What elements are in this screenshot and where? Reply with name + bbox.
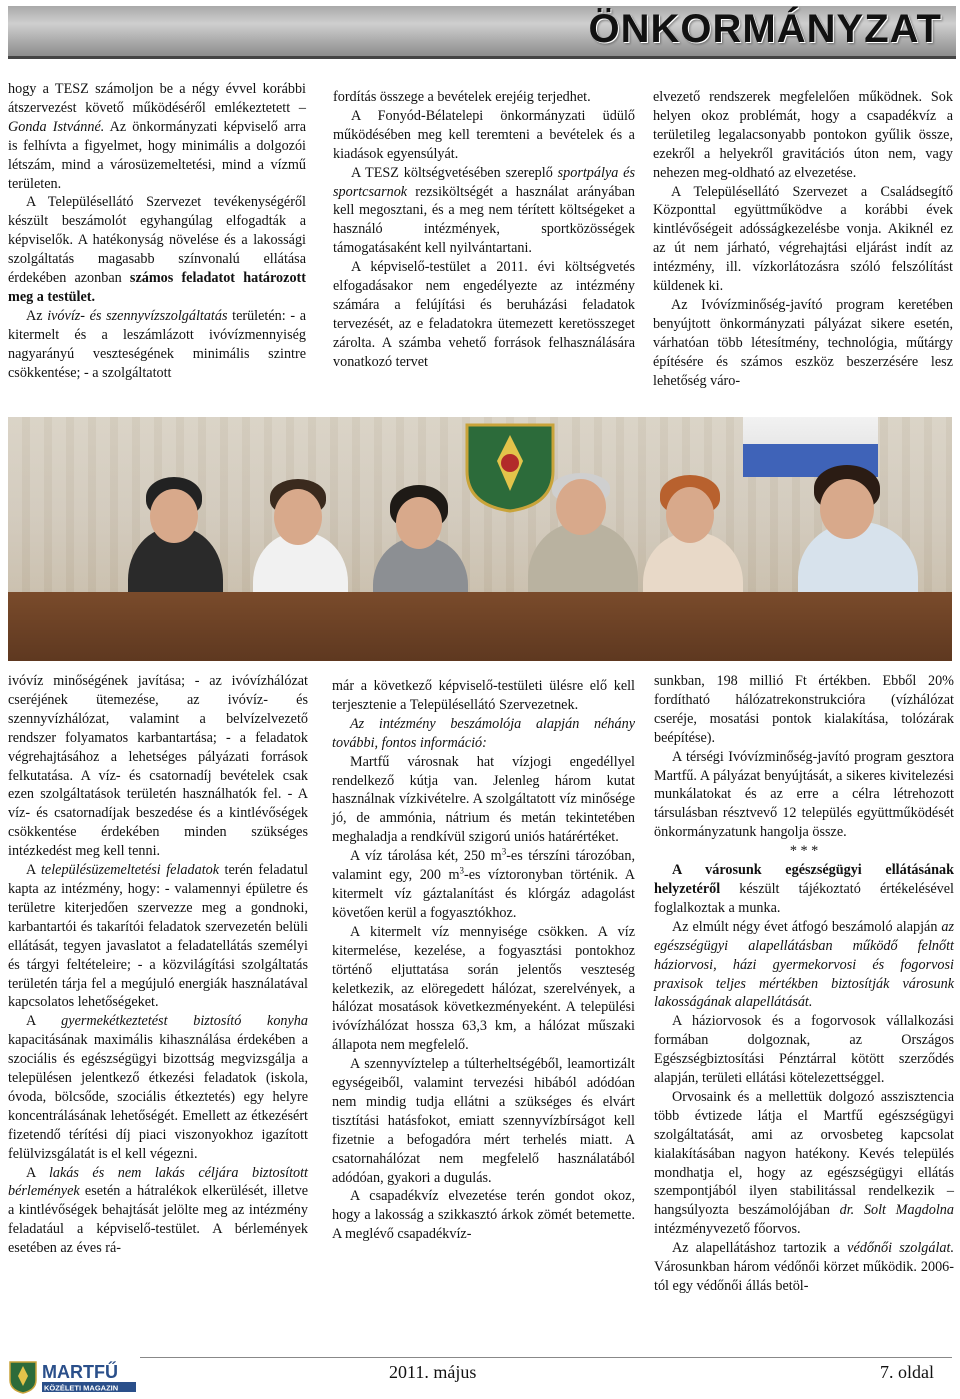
bottom-column-1 [8,672,308,1258]
paragraph: A lakás és nem lakás céljára biztosított bérlemények esetén a hátralékok elkerülését, illetve a kintlévőségek behajtását jelölte meg az intézmény feladatául a képviselő-testület. A bérlemények esetében az éves rá- [8,1164,308,1257]
paragraph: A csapadékvíz elvezetése terén gondot okoz, hogy a lakosság a szikkasztó árkok zömét betemette. A meglévő csapadékvíz- [332,1188,635,1243]
paragraph: ivóvíz minőségének javítása; - az ivóvízhálózat cseréjének ütemezése, az ivóvíz- és szennyvízhálózat, valamint a belvízelvezető rendszer folyamatos karbantartása; - a feladatok végrehajtásához a lehetséges pályázati források felkutatása. A víz- és csatornadíj bevételek csak ezen szolgáltatások területén használhatók fel. - A víz- és csatornadíjak beszedése és a kintlévőségek csökkentése érdekében minden szükséges intézkedést meg kell tenni. [8,673,308,860]
paragraph: A TESZ költségvetésében szereplő sportpálya és sportcsarnok rezsiköltségét a használat arányában kell megosztani, és a meg nem térített költségeket a használó intézmények, sportközösségek támogatásaként kell nyilvántartani. [333,164,635,257]
meeting-photo [8,417,952,661]
top-column-1 [8,80,306,383]
photo-table [8,592,952,661]
photo-person-head [666,487,714,543]
paragraph: A kitermelt víz mennyisége csökken. A víz kitermelése, kezelése, a fogyasztási pontokhoz történő eljuttatása során jelentős veszteség keletkezik, az elöregedett hálózat, szerelvények, a hálózat mosatások következményeként. A települési ivóvízhálózat hossza 63,3 km, a hálózat műszaki állapota nem megfelelő. [332,923,635,1054]
paragraph: A Fonyód-Bélatelepi önkormányzati üdülő működésében meg kell teremteni a bevételek és a kiadások egyensúlyát. [333,107,635,162]
paragraph: Orvosaink és a mellettük dolgozó asszisztencia több évtizede látja el Martfű egészségügyi szolgáltatását, ami az orvosbeteg kapcsolat kialakításában nagyon hatékony. Kevés település mondhatja el, hogy az egészségügyi ellátás szempontjából ilyen stabilitással rendelkezik – hangsúlyozta beszámolójában dr. Solt Magdolna intézményvezető főorvos. [654,1088,954,1238]
paragraph: hogy a TESZ számoljon be a négy évvel korábbi átszervezést követő működéséről emlékeztetett – Gonda Istvánné. Az önkormányzati képviselő arra is felhívta a figyelmet, hogy minimális a dolgozói létszám, mind a városüzemeltetési, mind a vízmű területen. [8,81,306,192]
photo-person-head [820,479,874,539]
photo-person-head [274,489,322,545]
photo-person-head [556,479,606,535]
paragraph: elvezető rendszerek megfelelően működnek. Sok helyen okoz problémát, hogy a csapadékvíz a területileg legalacsonyabb pontokon gyűlik össze, ezekről a helyekről gravitációs úton nem, vagy nehezen meg-oldható az elvezetése. [653,89,953,181]
paragraph: A városunk egészségügyi ellátásának helyzetéről készült tájékoztató értékelésével foglalkoztak a munka. [654,862,954,916]
paragraph: Az alapellátáshoz tartozik a védőnői szolgálat. Városunkban három védőnői körzet működik. 2006-tól egy védőnői állás betöl- [654,1240,954,1294]
paragraph: már a következő képviselő-testületi ülésre elő kell terjesztenie a Településellátó Szervezetnek. [332,678,635,713]
paragraph: Martfű városnak hat vízjogi engedéllyel rendelkező kútja van. Jelenleg három kutat használnak vízkivételre. A szolgáltatott víz minősége jó, de ammónia, nátrium és metán tekintetében meghaladja a rendkívül szigorú uniós határértéket. [332,753,635,846]
photo-person-head [396,497,442,549]
logo-title: MARTFŰ [42,1362,118,1382]
paragraph: A településüzemeltetési feladatok terén feladatul kapta az intézmény, hogy: - valamennyi épületre és területre kiterjedően szervezze meg a gondnoki, karbantartói és takarítói feladatok szervezetén belüli ellátását, tegyen javaslatot a feladatellátás személyi és tárgyi feltételeire; - a közvilágítási szolgáltatás területén tárja fel a megújuló energiák használatával kapcsolatos lehetőségeket. [8,862,309,1011]
paragraph: Az Ivóvízminőség-javító program keretében benyújtott önkormányzati pályázat sikere esetén, várhatóan több létesítmény, technológia, műtárgy építésére és számos eszköz beszerzésére lesz lehetőség váro- [653,296,953,389]
paragraph: Az elmúlt négy évet átfogó beszámoló alapján az egészségügyi alapellátásban működő felnőtt háziorvosi, házi gyermekorvosi és fogorvosi praxisok teljes mértékben biztosítják városunk lakosságának alapellátását. [654,918,954,1011]
section-title: ÖNKORMÁNYZAT [588,7,942,51]
paragraph: Az ivóvíz- és szennyvízszolgáltatás területén: - a kitermelt és a leszámlázott ivóvízmennyiség nagyarányú veszteségének minimális szintre csökkentése; - a szolgáltatott [8,307,306,381]
paragraph: sunkban, 198 millió Ft értékben. Ebből 20% fordítható hálózatrekonstrukcióra (vízhálózat cseréje, mosatási pontok kialakítása, tolózárak beépítése). [654,673,954,746]
paragraph: A Településellátó Szervezet a Családsegítő Központtal együttműködve a korábbi évek kintlévőségeit adósságkezelésbe vonja. Akiknél ez az út nem járható, végrehajtási eljárást indít az intézmény, ill. vízkorlátozásra szóló felszólítást küldenek ki. [653,183,953,295]
paragraph: A víz tárolása két, 250 $m^3-es$ térszíni tározóban, valamint egy, 200 $m^3-es$ víztoronyban történik. A kitermelt víz gáztalanítást és klórgáz adagolást követően kerül a fogyasztókhoz. [332,846,635,921]
paragraph: fordítás összege a bevételek erejéig terjedhet. [333,89,591,105]
issue-date: 2011. május [389,1362,477,1382]
magazine-logo-icon [8,1352,138,1394]
section-header-band [8,6,956,59]
paragraph: A Településellátó Szervezet tevékenységéről készült beszámolót egyhangúlag elfogadták a képviselők. A hatékonyság növelése és a lakossági szolgáltatás magasabb színvonalú ellátása érdekében azonban számos feladatot határozott meg a testület. [8,194,306,305]
section-separator: * * * [789,843,819,860]
top-column-2 [333,88,635,372]
bottom-column-2 [332,677,635,1244]
paragraph: A gyermekétkeztetést biztosító konyha kapacitásának maximális kihasználása érdekében a szociális és egészségügyi bizottság megvizsgálja a településen jelentkező étkezési feladatok (iskola, óvoda, bölcsőde, szociális étkeztetés) egy helyre koncentrálásának lehetőségét. Emellett az étkezésért fizetendő térítési díj piaci viszonyokhoz igazított felülvizsgálatát is el kell végezni. [8,1013,308,1162]
footer-rule [140,1357,952,1358]
logo-subtitle: KÖZÉLETI MAGAZIN [44,1383,119,1393]
coat-of-arms-icon [463,421,557,513]
magazine-logo [8,1352,138,1394]
photo-person-head [150,489,198,543]
paragraph: A térségi Ivóvízminőség-javító program gesztora Martfű. A pályázat benyújtását, a sikeres kivitelezési munkálatokat és az erre a célra létrehozott társulásban résztvevő 12 település együttműködését önkormányzatunk hangolja össze. [654,748,954,841]
top-column-3 [653,88,953,391]
paragraph: A szennyvíztelep a túlterheltségéből, leamortizált egységeiből, valamint tervezési hibából adódóan nem mindig tudja ellátni a szükséges és elvárt tisztítási hatásfokot, emiatt szennyvízbírságot kell fizetnie a befogadóra mért terhelés miatt. A csatornahálózat nem megfelelő használatából adódóan, gyakori a dugulás. [332,1056,635,1186]
paragraph: A képviselő-testület a 2011. évi költségvetés elfogadásakor nem engedélyezte az intézmény számára a felújítási és beruházási feladatok tervezését, az e feladatokra ütemezett keretösszeget zárolta. A számba vehető források felhasználására vonatkozó tervet [333,259,635,370]
page-number: 7. oldal [880,1362,934,1382]
paragraph: Az intézmény beszámolója alapján néhány további, fontos információ: [332,715,635,751]
paragraph: A háziorvosok és a fogorvosok vállalkozási formában dolgoznak, az Országos Egészségbiztosítási Pénztárral kötött szerződés alapján, területi ellátási kötelezettséggel. [654,1013,954,1087]
bottom-column-3 [654,672,954,1296]
